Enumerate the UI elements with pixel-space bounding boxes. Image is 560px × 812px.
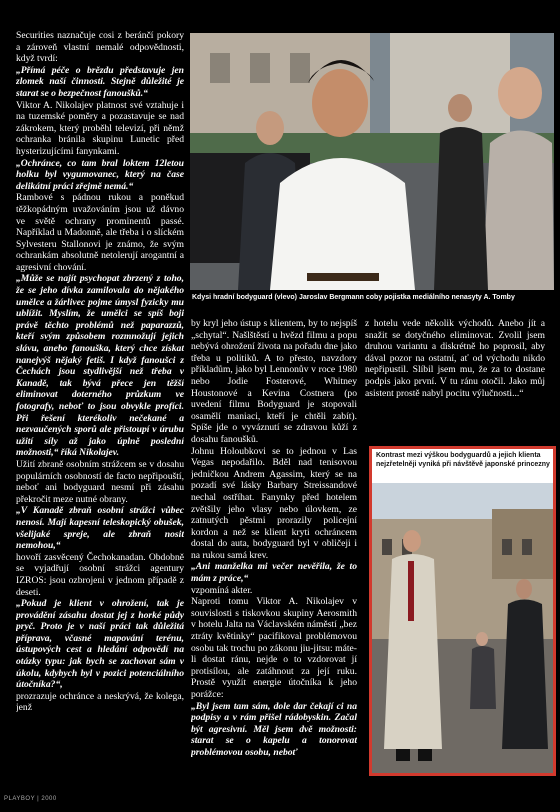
paragraph: Viktor A. Nikolajev platnost své vztahuje i na tuzemské poměry a pozastavuje se nad zákrokem, který proběhl televizí, při němž ochranka bránila skupinu Lunetic před hysterizujícími fanynkami. [16,99,184,157]
paragraph: z hotelu vede několik východů. Anebo jít a snažit se dotyčného eliminovat. Zvolil jsem druhou variantu a diskrétně ho poprosil, aby dával pozor na ostatní, ať od východu nikdo nepřipustil. Slíbil jsem mu, že za to dostane podpis jako první. V tu ránu otočil. Jako můj asistent prostě nabyl pocitu výlučnosti...“ [365,318,545,399]
photo-caption-2: Kontrast mezi výškou bodyguardů a jejich klienta nejzřetelněji vyniká při návštěvě japonské princezny [376,452,550,468]
page-footer: PLAYBOY | 2000 [4,796,57,802]
paragraph: „V Kanadě zbraň osobní strážci vůbec nenosí. Mají kapesní teleskopický obušek, všelijaké spreje, ale zbraň nosit nemohou,“ [16,505,184,552]
article-column-1 [16,30,184,790]
paragraph: „Ochránce, co tam bral loktem 12letou holku byl vygumovanec, který na čase delikátní práci zřejmě nemá.“ [16,157,184,192]
paragraph: Rambové s pádnou rukou a poněkud těžkopádným uvažováním jsou už dávno ve světě ochrany prominentů passé. Například u Madonně, ale třeba i o slíckém Sylvesteru Stallonovi je známo, že svým ochrankám absolutně netolerují arogantní a agresivní chování. [16,192,184,273]
paragraph: „Přímá péče o brězdu představuje jen zlomek naší činnosti. Stejně důležité je starat se o bezpečnost fanoušků.“ [16,64,184,99]
paragraph: hovoří zasvěcený Čechokanadan. Obdobně se vyjadřují osobní strážci agentury IZROS: jsou ozbrojeni v jednom případě z deseti. [16,551,184,598]
photo-princess-visit-frame [369,446,556,776]
photo-bodyguard-celebrity [190,33,554,290]
paragraph: „Může se najít psychopat zbrzený z toho, že se jeho dívka zamilovala do nějakého umělce a žárlivec pojme úmysl fyzicky mu ublížit. Myslím, že umělci se spíš boji právě těchto problémů než paparazzů, kteří svým způsobem rozmnožují jejich slávu, anebo fanouška, který chce získat nanejvýš nějaký fetiš. I když fanoušci z Čechách jsou stydlivější než třeba v Kanadě, tak bývá přece jen těžší eliminovat doterného průzkum ve fotografy, neboť to jsou obvykle profíci. Při řešení kterékoliv nečekané a nezvaučených sporů ale přistoupí v úrubu užití síly až jako úplně poslední možnosti,“ říká Nikolajev. [16,273,184,459]
paragraph: by kryl jeho ústup s klientem, by to nejspíš „schytal“. Našlštěstí u hvězd filmu a popu nebývá ohrožení života na pořadu dne jako třeba u politiků. A to přesto, navzdory příkladům, jako byl Lennonův v roce 1980 nebo Jodie Fosterové, Whitney Houstonové a Kevina Costnera (po uvedení filmu Bodyguard je stopovali osamělí maniaci, kteří je chtěli zabít). Spíše jde o vyváznutí se zdravou kůží z dosahu fanoušků. [191,318,357,445]
paragraph: Securities naznačuje cosi z beránčí pokory a zároveň vlastní nemalé odpovědnosti, když tvrdí: [16,30,184,65]
paragraph: vzpomíná akter. [191,584,253,596]
article-column-3 [365,318,545,428]
paragraph: Naproti tomu Viktor A. Nikolajev v souvislosti s tiskovkou skupiny Aerosmith v hotelu Jalta na Václavském náměstí „bez ztráty květinky“ pacifikoval problémovou osobu tak trochu po zákonu jiu-jitsu: máte-li dostat ránu, nejde o to vzdorovat jí protisílou, ale zatáhnout za její ruku. Prostě využít energie útočníka k jeho porážce: [191,596,357,700]
paragraph: prozrazuje ochránce a neskrývá, že kolega, jenž [16,690,184,714]
paragraph: „Byl jsem tam sám, dole dar čekají ci na podpisy a v rám přišel rádobyskin. Začal být agresivní. Měl jsem dvě možnosti: starat se o kapelu a tonorovat problémovou osobu, neboť [191,700,357,758]
photo-illustration [190,33,554,290]
paragraph: Johnu Holoubkovi se to jednou v Las Vegas nepodařilo. Bděl nad tenisovou jedničkou Andrem Agassim, který se na pozadí své lásky Barbary Streissandové nechal ostříhat. Fanynky před hotelem zvětšily jeho vlasy nebo úlovkem, ze zatnutých pěstmi prorazily policejní kordon a než se klient kryti ochráncem dostal do auta, bodyguard byl v obličeji i na rukou samá krev. [191,445,357,561]
article-column-2 [191,318,357,788]
paragraph: „Pokud je klient v ohrožení, tak je provádění zásahu dostat jej z horké půdy pryč. Proto je v naší práci tak důležitá příprava, včasné mapování terénu, ústupových cest a hledání odpovědí na otázky typu: jak bych se zachovat sám v úkolu, kdybych byl v pozici potenciálního útočníka?“, [16,598,184,691]
paragraph: Užití zbraně osobním strážcem se v dosahu populárních osobností de facto nepřipouští, neboť ani bodyguard nesmí při zásahu překročit meze nutné obrany. [16,458,184,505]
photo-caption: Kdysi hradní bodyguard (vlevo) Jaroslav Bergmann coby pojistka mediálního nenasyty A. Tomby [192,294,515,301]
photo-illustration-2 [372,449,553,773]
paragraph: „Ani manželka mi večer nevěřila, že to mám z práce,“ [191,561,357,585]
photo-princess-visit [372,449,553,773]
